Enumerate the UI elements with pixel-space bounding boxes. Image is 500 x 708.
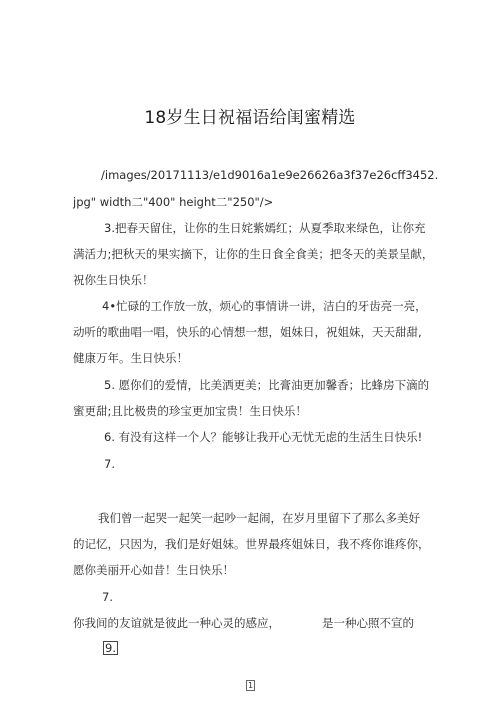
text-line: 满活力;把秋天的果实摘下，让你的生日食全食美；把冬天的美景呈献， xyxy=(73,247,434,261)
text-line: 是一种心照不宣的 xyxy=(322,616,414,630)
text-line: 7. xyxy=(104,457,115,471)
text-line: 6. 有没有这样一个人？能够让我开心无忧无虑的生活生日快乐! xyxy=(104,430,423,444)
text-line: 3.把春天留住，让你的生日姹紫嫣红；从夏季取来绿色，让你充 xyxy=(104,221,426,235)
text-line: 你我间的友谊就是彼此一种心灵的感应， xyxy=(73,616,280,630)
text-line: 健康万年。生日快乐！ xyxy=(73,351,188,365)
text-line: 动听的歌曲唱一唱，快乐的心情想一想，姐妹日，祝姐妹，天天甜甜, xyxy=(73,325,422,339)
document-title: 18岁生日祝福语给闺蜜精选 xyxy=(144,108,356,128)
text-line: 5. 愿你们的爱情，比美洒更美；比膏油更加馨香；比蜂房下滴的 xyxy=(104,378,430,392)
text-line: 7. xyxy=(102,590,113,604)
text-line: /images/20171113/e1d9016a1e9e26626a3f37e26cff3452. xyxy=(101,168,439,182)
text-line: 我们曾一起哭一起笑一起吵一起闹，在岁月里留下了那么多美好 xyxy=(98,511,420,525)
text-line: 祝你生日快乐！ xyxy=(73,273,154,287)
text-line: 愿你美丽开心如昔！生日快乐！ xyxy=(73,563,234,577)
text-line-boxed xyxy=(103,641,118,655)
boxed-number: 9. xyxy=(105,641,116,655)
text-line: jpg" width二"400" height二"250"/> xyxy=(73,195,274,209)
text-line: 蜜更甜;且比极贵的珍宝更加宝贵！生日快乐！ xyxy=(73,404,307,418)
text-line: 的记忆，只因为，我们是好姐妹。世界最疼姐妹日，我不疼你谁疼你， xyxy=(73,537,430,551)
text-line: 4•忙碌的工作放一放，烦心的事情讲一讲，洁白的牙齿亮一亮， xyxy=(102,299,427,313)
page-number: 1 xyxy=(248,681,254,690)
